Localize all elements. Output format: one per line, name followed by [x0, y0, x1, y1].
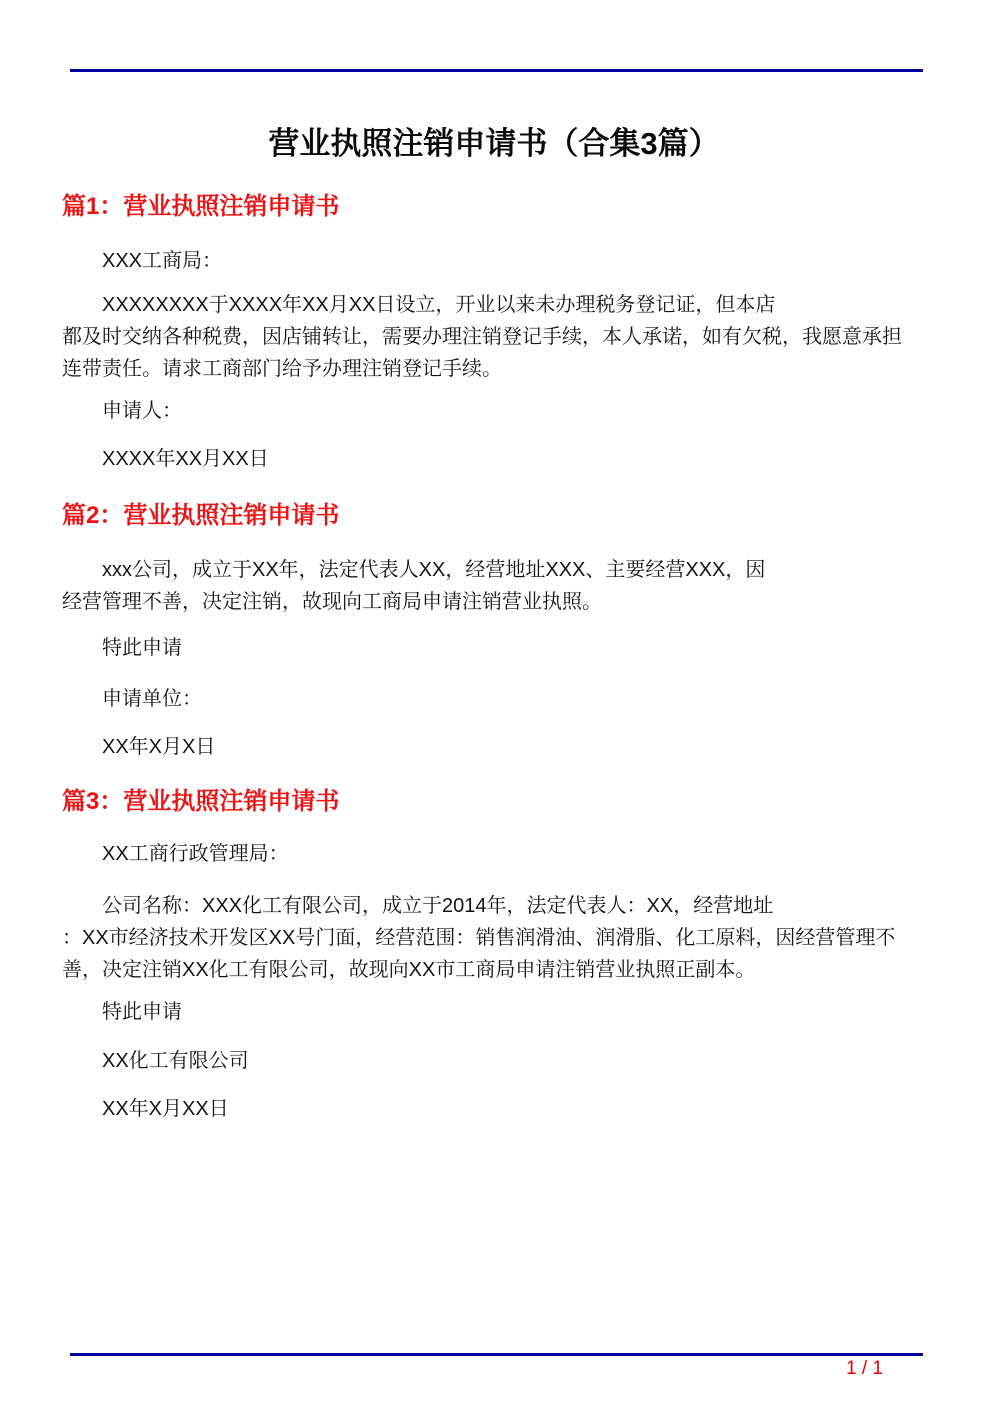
closing-line-date: XXXX年XX月XX日 — [102, 448, 269, 470]
document-body — [62, 0, 926, 1125]
paragraph-line: 都及时交纳各种税费，因店铺转让，需要办理注销登记手续，本人承诺，如有欠税，我愿意承担 — [62, 326, 902, 348]
paragraph-line: ：XX市经济技术开发区XX号门面，经营范围：销售润滑油、润滑脂、化工原料，因经营管理不 — [62, 927, 896, 949]
closing-line-applicant: 申请人： — [102, 400, 182, 422]
footer-rule — [70, 1353, 923, 1356]
closing-line-company: XX化工有限公司 — [102, 1050, 249, 1072]
closing-line-date: XX年X月XX日 — [102, 1098, 229, 1120]
section-3-heading: 篇3：营业执照注销申请书 — [62, 788, 340, 815]
paragraph-line: xxx公司，成立于XX年，法定代表人XX，经营地址XXX、主要经营XXX，因 — [102, 559, 766, 581]
paragraph-line: 善，决定注销XX化工有限公司，故现向XX市工商局申请注销营业执照正副本。 — [62, 959, 756, 981]
closing-line-request: 特此申请 — [102, 1001, 182, 1023]
page-title: 营业执照注销申请书（合集3篇） — [268, 126, 720, 161]
section-3-salutation: XX工商行政管理局： — [102, 843, 289, 865]
closing-line-applicant-unit: 申请单位： — [102, 688, 202, 710]
paragraph-line: 经营管理不善，决定注销，故现向工商局申请注销营业执照。 — [62, 591, 602, 613]
page-number: 1 / 1 — [846, 1358, 883, 1379]
section-1-salutation: XXX工商局： — [102, 250, 223, 272]
paragraph-line: XXXXXXXX于XXXX年XX月XX日设立，开业以来未办理税务登记证，但本店 — [102, 294, 776, 316]
section-2-heading: 篇2：营业执照注销申请书 — [62, 502, 340, 529]
paragraph-line: 连带责任。请求工商部门给予办理注销登记手续。 — [62, 358, 502, 380]
closing-line-request: 特此申请 — [102, 637, 182, 659]
closing-line-date: XX年X月X日 — [102, 736, 216, 758]
paragraph-line: 公司名称：XXX化工有限公司，成立于2014年，法定代表人：XX，经营地址 — [102, 895, 774, 917]
section-1-heading: 篇1：营业执照注销申请书 — [62, 193, 340, 220]
